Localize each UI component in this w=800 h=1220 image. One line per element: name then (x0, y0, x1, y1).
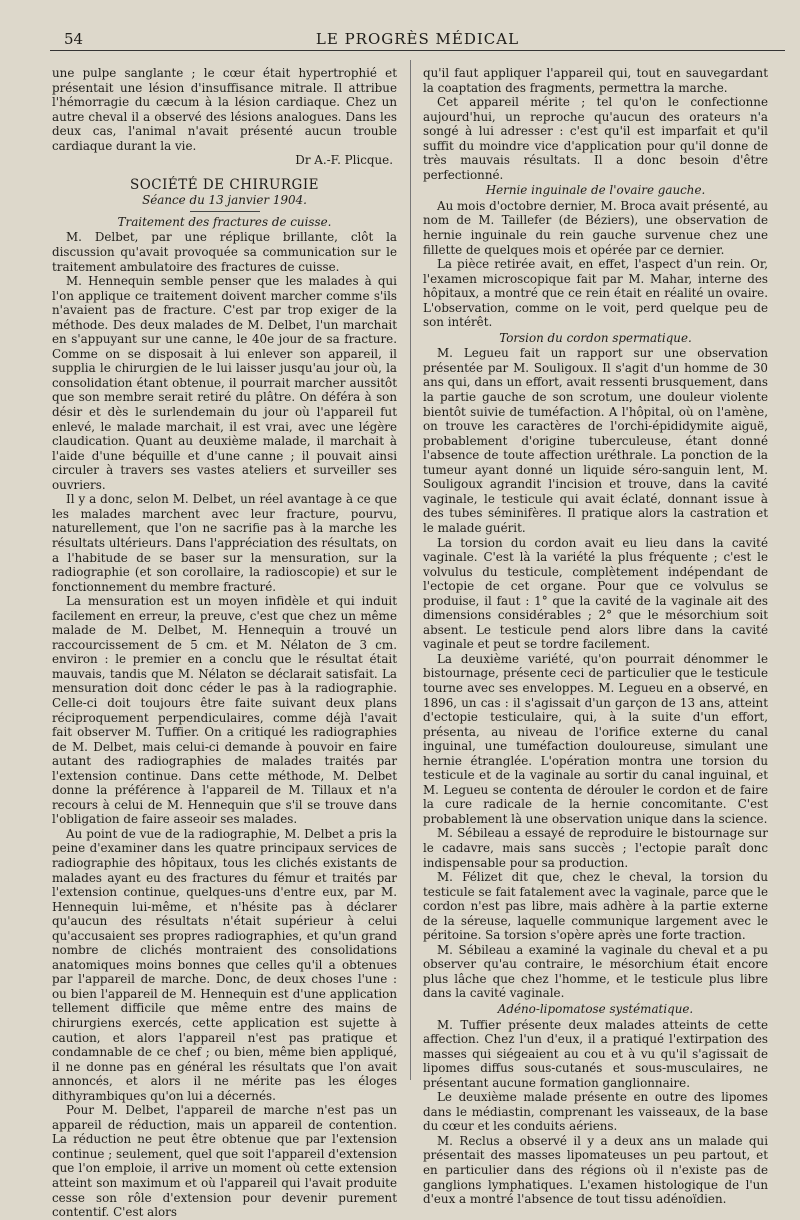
paragraph: M. Sébileau a examiné la vaginale du cheval et a pu observer qu'au contraire, le mésorchium était encore plus lâche que chez l'homme, et le testicule plus libre dans la cavité vaginale. (423, 942, 768, 1001)
page-header (50, 28, 785, 52)
paragraph: Au point de vue de la radiographie, M. Delbet a pris la peine d'examiner dans les quatre principaux services de radiographie des hôpitaux, tous les clichés existants de malades ayant eu des fractures du fémur et traités par l'extension continue, quelques-uns d'entre eux, par M. Hennequin lui-même, et n'hésite pas à déclarer qu'aucun des résultats n'était supérieur à celui qu'accusaient ses propres radiographies, et qu'un grand nombre de clichés montraient des consolidations anatomiques moins bonnes que celles qu'il a obtenues par l'appareil de marche. Donc, de deux choses l'une : ou bien l'appareil de M. Hennequin est d'une application tellement difficile que même entre des mains de chirurgiens exercés, cette application est sujette à caution, et alors l'appareil n'est pas pratique et condamnable de ce chef ; ou bien, même bien appliqué, il ne donne pas en général les résultats que l'on avait annoncés, et alors il ne mérite pas les éloges dithyrambiques qu'on lui a décernés. (52, 826, 397, 1103)
left-column (52, 66, 397, 1220)
paragraph: La torsion du cordon avait eu lieu dans la cavité vaginale. C'est là la variété la plus fréquente ; c'est le volvulus du testicule, complètement indépendant de l'ectopie de cet organe. Pour que ce volvulus se produise, il faut : 1° que la cavité de la vaginale ait des dimensions considérables ; 2° que le mésorchium soit absent. Le testicule pend alors libre dans la cavité vaginale et peut se tordre facilement. (423, 535, 768, 652)
column-divider (410, 60, 411, 1080)
paragraph: Au mois d'octobre dernier, M. Broca avait présenté, au nom de M. Taillefer (de Béziers), une observation de hernie inguinale du rein gauche survenue chez une fillette de quelques mois et opérée par ce dernier. (423, 198, 769, 257)
paragraph: La pièce retirée avait, en effet, l'aspect d'un rein. Or, l'examen microscopique fait par M. Mahar, interne des hôpitaux, a montré que ce rein était en réalité un ovaire. L'observation, comme on le voit, perd quelque peu de son intérêt. (423, 257, 768, 330)
topic-title: Traitement des fractures de cuisse. (117, 214, 332, 229)
paragraph: M. Legueu fait un rapport sur une observation présentée par M. Souligoux. Il s'agit d'un homme de 30 ans qui, dans un effort, avait ressenti brusquement, dans la partie gauche de son scrotum, une douleur violente bientôt suivie de tuméfaction. A l'hôpital, où on l'amène, on trouve les caractères de l'orchi-épididymite aiguë, probablement d'origine tuberculeuse, étant donné l'absence de toute affection uréthrale. La ponction de la tumeur ayant donné un liquide séro-sanguin lent, M. Souligoux agrandit l'incision et trouve, dans la cavité vaginale, le testicule qui avait éclaté, donnant issue à des tubes séminifères. Il pratique alors la castration et le malade guérit. (423, 346, 768, 535)
paragraph: Il y a donc, selon M. Delbet, un réel avantage à ce que les malades marchent avec leur fracture, pourvu, naturellement, que l'on ne sacrifie pas à la marche les résultats ultérieurs. Dans l'appréciation des résultats, on a l'habitude de se baser sur la mensuration, sur la radiographie (et son corollaire, la radioscopie) et sur le fonctionnement du membre fracturé. (52, 492, 397, 594)
section-title-adeno: Adéno-lipomatose systématique. (497, 1002, 694, 1016)
paragraph: Le deuxième malade présente en outre des lipomes dans le médiastin, comprenant les vaisseaux, de la base du cœur et les conduits aériens. (423, 1090, 768, 1134)
society-title: SOCIÉTÉ DE CHIRURGIE (129, 176, 320, 193)
journal-title: LE PROGRÈS MÉDICAL (315, 30, 520, 48)
paragraph: La deuxième variété, qu'on pourrait dénommer le bistournage, présente ceci de particulier que le testicule tourne avec ses enveloppes. M. Legueu en a observé, en 1896, un cas : il s'agissait d'un garçon de 13 ans, atteint d'ectopie testiculaire, qui, à la suite d'un effort, présenta, au niveau de l'orifice externe du canal inguinal, une tuméfaction douloureuse, simulant une hernie étranglée. L'opération montra une torsion du testicule et de la vaginale au sortir du canal inguinal, et M. Legueu se contenta de dérouler le cordon et de faire la cure radicale de la hernie concomitante. C'est probablement là une observation unique dans la science. (423, 651, 768, 826)
author-signature: Dr A.-F. Plicque. (295, 153, 393, 168)
paragraph: Cet appareil mérite ; tel qu'on le confectionne aujourd'hui, un reproche qu'aucun des orateurs n'a songé à lui adresser : c'est qu'il est imparfait et qu'il suffit du moindre vice d'application pour qu'il donne de très mauvais résultats. Il a donc besoin d'être perfectionné. (423, 95, 768, 182)
right-column (423, 66, 769, 1207)
title-rule (190, 211, 260, 212)
session-date: Séance du 13 janvier 1904. (142, 193, 307, 208)
page-number: 54 (64, 30, 84, 48)
paragraph: M. Hennequin semble penser que les malades à qui l'on applique ce traitement doivent marcher comme s'ils n'avaient pas de fracture. C'est par trop exiger de la méthode. Des deux malades de M. Delbet, l'un marchait en s'appuyant sur une canne, le 40e jour de sa fracture. Comme on se disposait à lui enlever son appareil, il supplia le chirurgien de le lui laisser jusqu'au jour où, la consolidation étant obtenue, il pourrait marcher aussitôt que son membre serait retiré du plâtre. On déféra à son désir et dès le surlendemain du jour où l'appareil fut enlevé, le malade marchait, il est vrai, avec une légère claudication. Quant au deuxième malade, il marchait à l'aide d'une béquille et d'une canne ; il pouvait ainsi circuler à travers ses vastes ateliers et surveiller ses ouvriers. (52, 274, 397, 492)
header-rule (50, 50, 785, 51)
paragraph: M. Félizet dit que, chez le cheval, la torsion du testicule se fait fatalement avec la vaginale, parce que le cordon n'est pas libre, mais adhère à la partie externe de la séreuse, laquelle communique largement avec le péritoine. Sa torsion s'opère après une forte traction. (423, 870, 768, 943)
paragraph: M. Delbet, par une réplique brillante, clôt la discussion qu'avait provoquée sa communication sur le traitement ambulatoire des fractures de cuisse. (52, 230, 397, 274)
paragraph: M. Tuffier présente deux malades atteints de cette affection. Chez l'un d'eux, il a pratiqué l'extirpation des masses qui siégeaient au cou et à vu qu'il s'agissait de lipomes diffus sous-cutanés et sous-musculaires, ne présentant aucune formation ganglionnaire. (423, 1017, 768, 1090)
paragraph: M. Sébileau a essayé de reproduire le bistournage sur le cadavre, mais sans succès ; l'ectopie paraît donc indispensable pour sa production. (423, 826, 768, 870)
paragraph: M. Reclus a observé il y a deux ans un malade qui présentait des masses lipomateuses un peu partout, et en particulier dans des régions où il n'existe pas de ganglions lymphatiques. L'examen histologique de l'un d'eux a montré l'absence de tout tissu adénoïdien. (423, 1133, 768, 1207)
paragraph: La mensuration est un moyen infidèle et qui induit facilement en erreur, la preuve, c'est que chez un même malade de M. Delbet, M. Hennequin a trouvé un raccourcissement de 5 cm. et M. Nélaton de 3 cm. environ : le premier en a conclu que le résultat était mauvais, tandis que M. Nélaton se déclarait satisfait. La mensuration doit donc céder le pas à la radiographie. Celle-ci doit toujours être faite suivant deux plans réciproquement perpendiculaires, comme déjà l'avait fait observer M. Tuffier. On a critiqué les radiographies de M. Delbet, mais celui-ci demande à pouvoir en faire autant des radiographies de malades traités par l'extension continue. Dans cette méthode, M. Delbet donne la préférence à l'appareil de M. Tillaux et n'a recours à celui de M. Hennequin que s'il se trouve dans l'obligation de faire asseoir ses malades. (52, 594, 397, 827)
intro-paragraph: une pulpe sanglante ; le cœur était hypertrophié et présentait une lésion d'insuffisance mitrale. Il attribue l'hémorragie du cæcum à la lésion cardiaque. Chez un autre cheval il a observé des lésions analogues. Dans les deux cas, l'animal n'avait présenté aucun trouble cardiaque durant la vie. (52, 66, 397, 153)
paragraph: Pour M. Delbet, l'appareil de marche n'est pas un appareil de réduction, mais un appareil de contention. La réduction ne peut être obtenue que par l'extension continue ; seulement, quel que soit l'appareil d'extension que l'on emploie, il arrive un moment où cette extension atteint son maximum et où l'appareil qui l'avait produite cesse son rôle d'extension pour devenir purement contentif. C'est alors (52, 1103, 397, 1220)
continued-paragraph: qu'il faut appliquer l'appareil qui, tout en sauvegardant la coaptation des fragments, permettra la marche. (423, 66, 768, 95)
section-title-torsion: Torsion du cordon spermatique. (499, 330, 692, 345)
section-title-hernia: Hernie inguinale de l'ovaire gauche. (485, 183, 706, 198)
